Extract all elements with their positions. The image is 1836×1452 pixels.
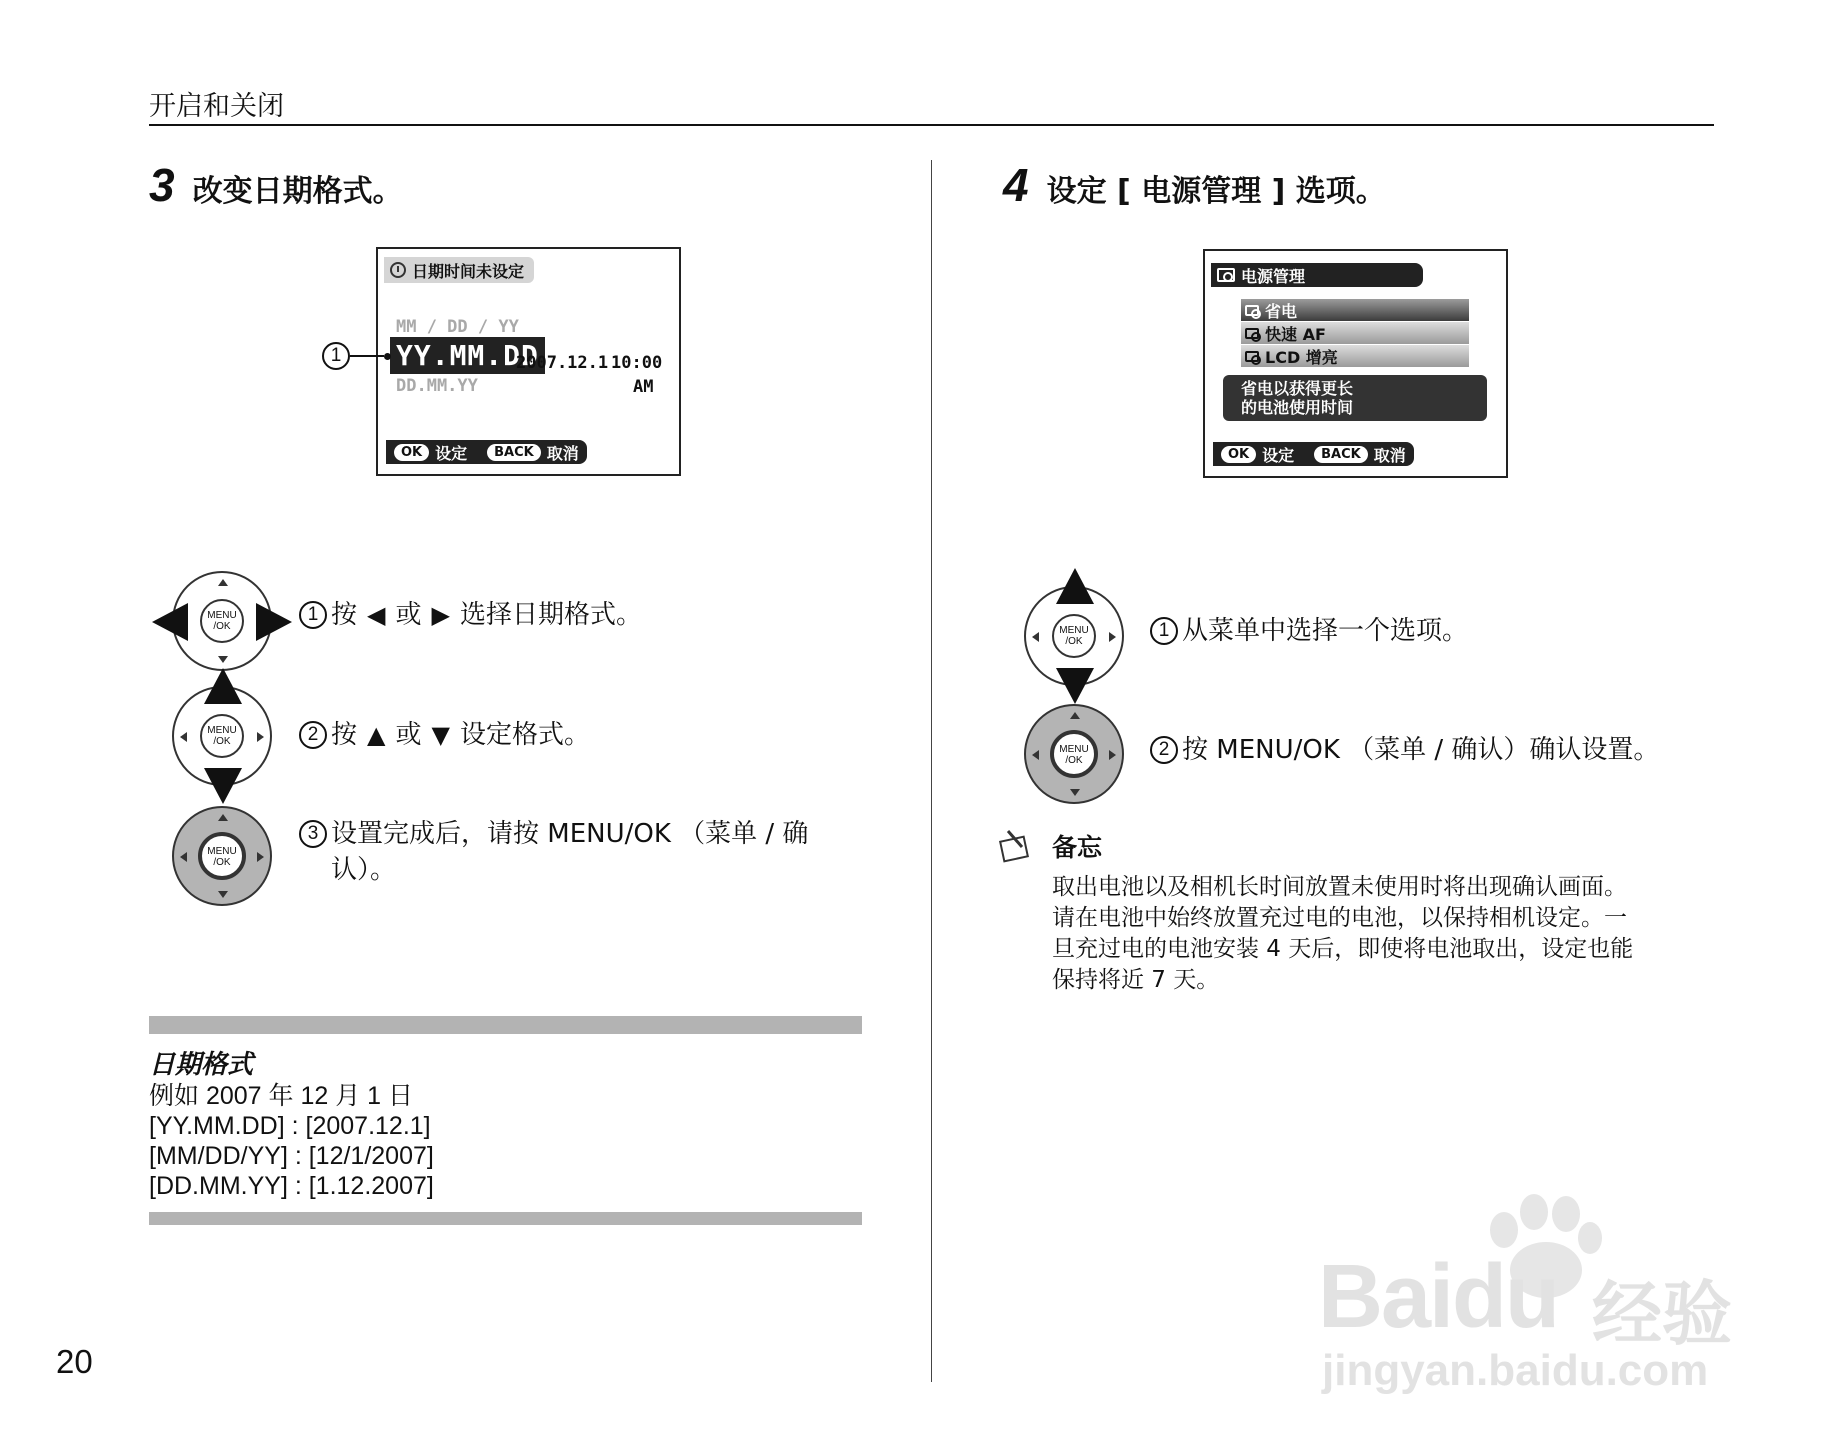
up-arrow-icon	[204, 668, 242, 704]
dpad-press-center	[1024, 704, 1124, 804]
date-format-screen	[376, 247, 681, 476]
menu-title-bar: 电源管理	[1211, 263, 1423, 287]
menu-ok-icon: MENU /OK	[1050, 730, 1098, 778]
instruction-2: 2 按 ▲ 或 ▼ 设定格式。	[299, 717, 590, 753]
menu-ok-icon: MENU /OK	[1052, 614, 1096, 658]
menu-ok-icon: MENU /OK	[200, 599, 244, 643]
watermark-url: jingyan.baidu.com	[1322, 1346, 1709, 1395]
clock-icon	[390, 262, 406, 278]
callout-line	[350, 355, 384, 357]
dpad-press-center	[172, 806, 272, 906]
running-header: 开启和关闭	[149, 91, 284, 122]
step-4-heading	[1003, 158, 1386, 212]
selected-format-option: YY.MM.DD	[390, 337, 545, 374]
camera-icon	[1217, 268, 1235, 282]
date-value: 2007.12.1	[516, 353, 609, 373]
menu-ok-icon: MENU /OK	[198, 832, 246, 880]
camera-icon	[1245, 305, 1259, 316]
screen-tab: 日期时间未设定	[384, 257, 534, 283]
box-line: [DD.MM.YY] : [1.12.2007]	[149, 1172, 434, 1200]
memo-text: 取出电池以及相机长时间放置未使用时将出现确认画面。 请在电池中始终放置充过电的电池，以保持相机设定。一 旦充过电的电池安装 4 天后，即使将电池取出，设定也能 保持将近 7 天。	[1052, 874, 1634, 993]
ok-key: OK	[394, 444, 429, 461]
time-value: 10:00	[611, 353, 663, 373]
instruction-1: 1 从菜单中选择一个选项。	[1150, 613, 1468, 649]
box-line: [MM/DD/YY] : [12/1/2007]	[149, 1142, 434, 1170]
callout-dot	[384, 353, 391, 360]
down-arrow-icon	[1056, 668, 1094, 704]
box-bottom-bar	[149, 1212, 862, 1225]
watermark-brand: Baidu	[1318, 1247, 1559, 1347]
column-divider	[931, 160, 932, 1382]
format-option: MM / DD / YY	[396, 317, 519, 337]
box-title: 日期格式	[149, 1050, 254, 1080]
menu-item-save-power: 省电	[1241, 299, 1469, 321]
left-triangle-icon: ◀	[367, 601, 386, 629]
memo-icon	[998, 829, 1032, 867]
up-arrow-icon	[1056, 568, 1094, 604]
left-arrow-icon	[152, 603, 188, 641]
watermark-suffix: 经验	[1592, 1275, 1732, 1353]
instruction-2: 2 按 MENU/OK （菜单 / 确认）确认设置。	[1150, 732, 1659, 768]
dpad-up-down	[1024, 586, 1124, 686]
box-line: [YY.MM.DD] : [2007.12.1]	[149, 1112, 431, 1140]
menu-description: 省电以获得更长 的电池使用时间	[1223, 375, 1487, 421]
screen-footer: OK 设定 BACK 取消	[386, 440, 587, 464]
instruction-3: 3 设置完成后，请按 MENU/OK （菜单 / 确 认）。	[299, 816, 808, 888]
format-option: DD.MM.YY	[396, 376, 478, 396]
down-triangle-icon: ▼	[431, 721, 450, 749]
step-title: 改变日期格式。	[192, 174, 403, 209]
camera-icon	[1245, 351, 1259, 362]
instruction-1: 1 按 ◀ 或 ▶ 选择日期格式。	[299, 597, 642, 633]
power-management-screen	[1203, 249, 1508, 478]
up-triangle-icon: ▲	[367, 721, 386, 749]
box-top-bar	[149, 1016, 862, 1034]
back-key: BACK	[1314, 446, 1368, 463]
page-number: 20	[56, 1343, 93, 1380]
screen-callout: 1	[322, 342, 391, 370]
menu-ok-icon: MENU /OK	[200, 714, 244, 758]
header-rule	[149, 124, 1714, 126]
down-arrow-icon	[204, 768, 242, 804]
memo-label: 备忘	[1052, 833, 1103, 862]
right-arrow-icon	[256, 603, 292, 641]
step-number: 3	[149, 159, 175, 211]
ampm-value: AM	[633, 377, 654, 397]
menu-item-lcd-boost: LCD 增亮	[1241, 345, 1469, 367]
date-format-box	[149, 1044, 434, 1201]
dpad-left-right	[172, 571, 272, 671]
ok-key: OK	[1221, 446, 1256, 463]
dpad-up-down	[172, 686, 272, 786]
back-key: BACK	[487, 444, 541, 461]
menu-item-quick-af: 快速 AF	[1241, 322, 1469, 344]
step-3-heading	[149, 158, 403, 212]
step-title: 设定 [ 电源管理 ] 选项。	[1046, 174, 1386, 209]
box-line: 例如 2007 年 12 月 1 日	[149, 1082, 414, 1110]
right-triangle-icon: ▶	[431, 601, 450, 629]
screen-footer: OK 设定 BACK 取消	[1213, 442, 1414, 466]
step-number: 4	[1003, 159, 1029, 211]
camera-icon	[1245, 328, 1259, 339]
